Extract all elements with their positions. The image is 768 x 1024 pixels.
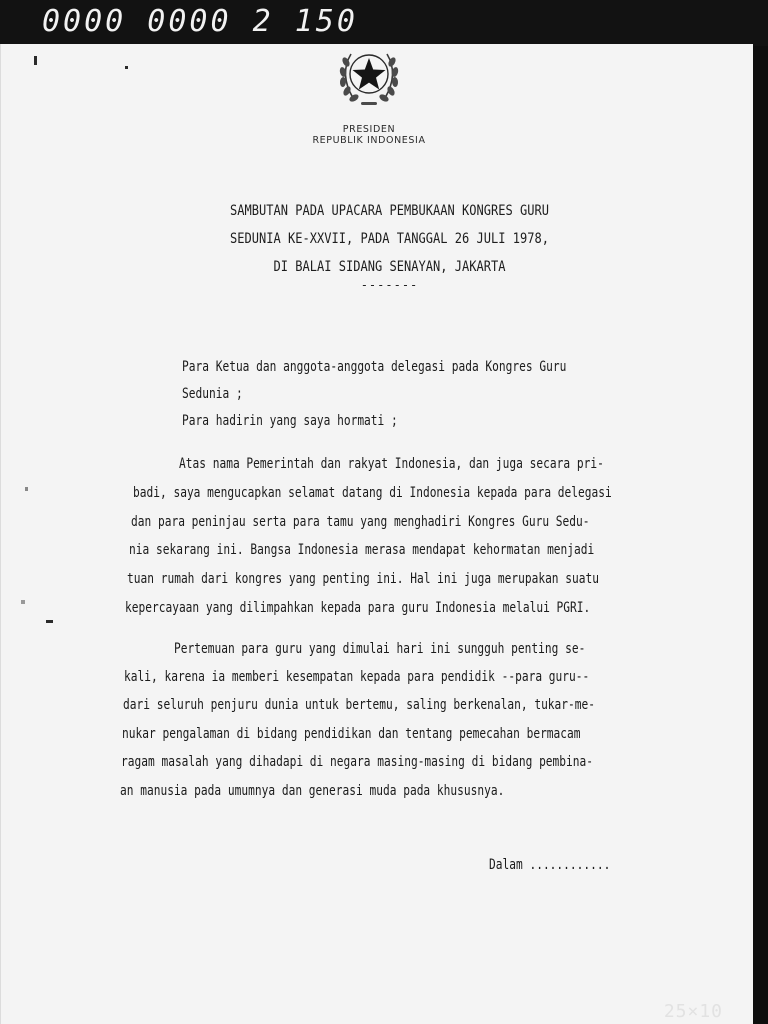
paragraph-line: dari seluruh penjuru dunia untuk bertemu, saling berkenalan, tukar-me- (123, 697, 596, 713)
film-frame-counter: 0000 0000 2 150 (42, 4, 358, 39)
paragraph-line: ragam masalah yang dihadapi di negara masing-masing di bidang pembina- (121, 754, 594, 770)
title-line-1: SAMBUTAN PADA UPACARA PEMBUKAAN KONGRES GURU (230, 203, 549, 219)
paragraph-line: nia sekarang ini. Bangsa Indonesia merasa mendapat kehormatan menjadi (129, 542, 595, 558)
continuation-note: Dalam ............ (489, 857, 611, 873)
title-rule: ------- (360, 278, 419, 292)
title-line-3: DI BALAI SIDANG SENAYAN, JAKARTA (273, 259, 506, 275)
document-page (0, 44, 753, 1024)
star-wreath-emblem (321, 44, 417, 110)
title-line-2: SEDUNIA KE-XXVII, PADA TANGGAL 26 JULI 1978, (230, 231, 549, 247)
film-speck (25, 487, 28, 491)
paragraph-line: nukar pengalaman di bidang pendidikan dan tentang pemecahan bermacam (122, 726, 581, 742)
paragraph-line: kepercayaan yang dilimpahkan kepada para guru Indonesia melalui PGRI. (125, 600, 591, 616)
salutation-line-1: Para Ketua dan anggota-anggota delegasi pada Kongres Guru (182, 359, 567, 375)
paragraph-line: an manusia pada umumnya dan generasi muda pada khususnya. (120, 783, 505, 799)
salutation-line-2: Sedunia ; (182, 386, 243, 402)
paragraph-line: kali, karena ia memberi kesempatan kepada para pendidik --para guru-- (124, 669, 590, 685)
letterhead-line-2: REPUBLIK INDONESIA (312, 135, 426, 146)
film-speck (21, 600, 25, 604)
salutation-line-3: Para hadirin yang saya hormati ; (182, 413, 398, 429)
paragraph-line: Pertemuan para guru yang dimulai hari ini sungguh penting se- (174, 641, 586, 657)
letterhead-line-1: PRESIDEN (342, 124, 396, 135)
film-speck (34, 56, 37, 65)
film-speck (46, 620, 53, 623)
paragraph-line: tuan rumah dari kongres yang penting ini. Hal ini juga merupakan suatu (127, 571, 600, 587)
paragraph-line: Atas nama Pemerintah dan rakyat Indonesia, dan juga secara pri- (179, 456, 604, 472)
paragraph-line: badi, saya mengucapkan selamat datang di Indonesia kepada para delegasi (133, 485, 612, 501)
film-strip (0, 0, 768, 46)
corner-mark: 25×10 (663, 1001, 723, 1022)
film-speck (125, 66, 128, 69)
paragraph-line: dan para peninjau serta para tamu yang menghadiri Kongres Guru Sedu- (131, 514, 590, 530)
